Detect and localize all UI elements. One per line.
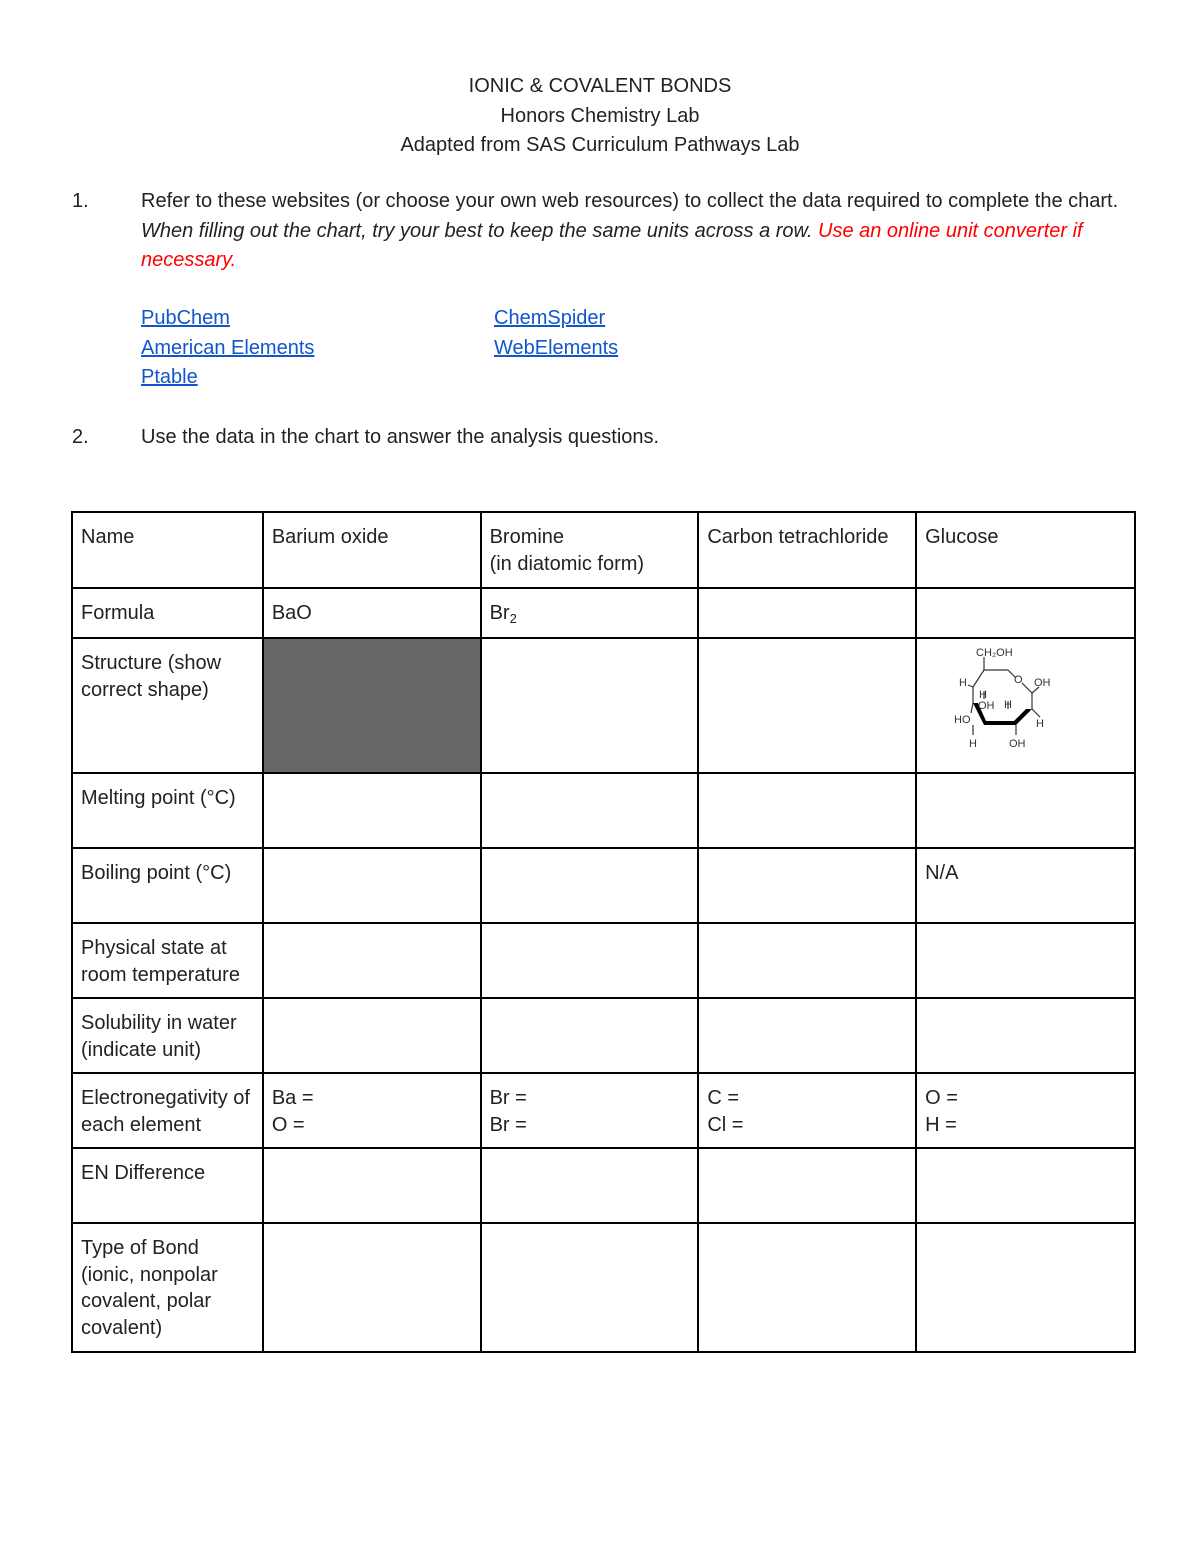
en-o: O = bbox=[271, 1113, 305, 1136]
compound-carbon-tetrachloride: Carbon tetrachloride bbox=[698, 512, 916, 588]
table-row-physical-state bbox=[72, 923, 1135, 998]
instruction-1-red: Use an online unit converter if necessary. bbox=[141, 219, 1083, 271]
table-row-name bbox=[72, 512, 1135, 588]
instruction-2-text: Use the data in the chart to answer the analysis questions. bbox=[141, 426, 660, 448]
en-diff-carbon-tetrachloride[interactable] bbox=[698, 1148, 916, 1223]
bond-type-carbon-tetrachloride[interactable] bbox=[698, 1223, 916, 1352]
row-label-structure: Structure (show correct shape) bbox=[72, 638, 263, 773]
melting-bromine[interactable] bbox=[481, 773, 699, 848]
en-ba: Ba = bbox=[271, 1087, 314, 1109]
link-chemspider[interactable]: ChemSpider bbox=[494, 307, 606, 329]
compound-bromine-note: (in diatomic form) bbox=[489, 552, 645, 575]
glucose-label-oh-bottom: OH bbox=[1009, 738, 1026, 750]
data-chart-table bbox=[71, 511, 1136, 1353]
table-row-melting-point bbox=[72, 773, 1135, 848]
boiling-barium-oxide[interactable] bbox=[263, 848, 481, 923]
boiling-glucose: N/A bbox=[916, 848, 1135, 923]
link-webelements[interactable]: WebElements bbox=[494, 336, 619, 359]
formula-bromine-base: Br bbox=[489, 602, 510, 624]
state-glucose[interactable] bbox=[916, 923, 1135, 998]
instruction-1-text bbox=[141, 187, 1131, 276]
compound-bromine bbox=[481, 512, 699, 588]
en-c: C = bbox=[707, 1087, 740, 1109]
en-cl: Cl = bbox=[707, 1113, 744, 1136]
glucose-label-h-inner: H bbox=[1004, 699, 1013, 711]
solubility-carbon-tetrachloride[interactable] bbox=[698, 998, 916, 1073]
links-column-left bbox=[141, 304, 314, 393]
melting-barium-oxide[interactable] bbox=[263, 773, 481, 848]
row-label-formula: Formula bbox=[72, 588, 263, 638]
formula-glucose[interactable] bbox=[916, 588, 1135, 638]
glucose-label-oh-right: OH bbox=[1034, 677, 1051, 689]
formula-carbon-tetrachloride[interactable] bbox=[698, 588, 916, 638]
structure-carbon-tetrachloride[interactable] bbox=[698, 638, 916, 773]
table-row-solubility bbox=[72, 998, 1135, 1073]
glucose-label-ring-o: O bbox=[1014, 674, 1023, 686]
bond-type-glucose[interactable] bbox=[916, 1223, 1135, 1352]
compound-bromine-name: Bromine bbox=[489, 526, 565, 548]
solubility-bromine[interactable] bbox=[481, 998, 699, 1073]
link-american-elements[interactable]: American Elements bbox=[141, 336, 315, 359]
glucose-label-ho: HO bbox=[954, 714, 971, 726]
document-subtitle: Honors Chemistry Lab bbox=[500, 104, 700, 127]
en-glucose-o: O = bbox=[925, 1087, 958, 1109]
table-row-bond-type bbox=[72, 1223, 1135, 1352]
row-label-name: Name bbox=[72, 512, 263, 588]
en-diff-bromine[interactable] bbox=[481, 1148, 699, 1223]
compound-barium-oxide: Barium oxide bbox=[263, 512, 481, 588]
structure-glucose bbox=[916, 638, 1135, 773]
glucose-label-h-bottom: H bbox=[969, 738, 978, 750]
row-label-electronegativity: Electronegativity of each element bbox=[72, 1073, 263, 1148]
state-bromine[interactable] bbox=[481, 923, 699, 998]
row-label-en-difference: EN Difference bbox=[72, 1148, 263, 1223]
glucose-label-ch2oh: CH₂OH bbox=[976, 647, 1013, 659]
row-label-boiling-point: Boiling point (°C) bbox=[72, 848, 263, 923]
bond-type-barium-oxide[interactable] bbox=[263, 1223, 481, 1352]
en-diff-barium-oxide[interactable] bbox=[263, 1148, 481, 1223]
glucose-structure-image bbox=[936, 645, 1056, 755]
instruction-2-number: 2. bbox=[72, 426, 89, 448]
glucose-label-h-left: H bbox=[959, 677, 968, 689]
table-row-structure bbox=[72, 638, 1135, 773]
en-br-1: Br = bbox=[489, 1087, 527, 1109]
formula-bromine bbox=[481, 588, 699, 638]
document-title: IONIC & COVALENT BONDS bbox=[468, 75, 732, 97]
melting-glucose[interactable] bbox=[916, 773, 1135, 848]
row-label-physical-state: Physical state at room temperature bbox=[72, 923, 263, 998]
electronegativity-glucose[interactable] bbox=[916, 1073, 1135, 1148]
electronegativity-bromine[interactable] bbox=[481, 1073, 699, 1148]
table-row-formula bbox=[72, 588, 1135, 638]
glucose-label-h-upper: H bbox=[979, 689, 988, 701]
table-row-boiling-point bbox=[72, 848, 1135, 923]
solubility-glucose[interactable] bbox=[916, 998, 1135, 1073]
table-row-en-difference bbox=[72, 1148, 1135, 1223]
instruction-1-number: 1. bbox=[72, 190, 89, 212]
electronegativity-carbon-tetrachloride[interactable] bbox=[698, 1073, 916, 1148]
formula-barium-oxide: BaO bbox=[263, 588, 481, 638]
instruction-1-italic: When filling out the chart, try your best to keep the same units across a row. bbox=[141, 219, 813, 242]
boiling-carbon-tetrachloride[interactable] bbox=[698, 848, 916, 923]
en-glucose-h: H = bbox=[925, 1113, 957, 1136]
boiling-bromine[interactable] bbox=[481, 848, 699, 923]
row-label-melting-point: Melting point (°C) bbox=[72, 773, 263, 848]
compound-glucose: Glucose bbox=[916, 512, 1135, 588]
formula-bromine-subscript: 2 bbox=[509, 611, 517, 626]
en-br-2: Br = bbox=[489, 1113, 527, 1136]
instruction-1-plain: Refer to these websites (or choose your own web resources) to collect the data required to complete the chart. bbox=[141, 190, 1119, 212]
glucose-label-oh-inner: OH bbox=[978, 700, 995, 712]
solubility-barium-oxide[interactable] bbox=[263, 998, 481, 1073]
resource-links bbox=[141, 304, 841, 396]
state-barium-oxide[interactable] bbox=[263, 923, 481, 998]
bond-type-bromine[interactable] bbox=[481, 1223, 699, 1352]
link-pubchem[interactable]: PubChem bbox=[141, 307, 230, 329]
structure-barium-oxide-shaded bbox=[263, 638, 481, 773]
table-row-electronegativity bbox=[72, 1073, 1135, 1148]
melting-carbon-tetrachloride[interactable] bbox=[698, 773, 916, 848]
row-label-bond-type: Type of Bond (ionic, nonpolar covalent, polar covalent) bbox=[72, 1223, 263, 1352]
link-ptable[interactable]: Ptable bbox=[141, 366, 198, 388]
row-label-solubility: Solubility in water (indicate unit) bbox=[72, 998, 263, 1073]
links-column-right bbox=[494, 304, 618, 363]
state-carbon-tetrachloride[interactable] bbox=[698, 923, 916, 998]
document-source: Adapted from SAS Curriculum Pathways Lab bbox=[400, 134, 800, 156]
electronegativity-barium-oxide[interactable] bbox=[263, 1073, 481, 1148]
structure-bromine[interactable] bbox=[481, 638, 699, 773]
en-diff-glucose[interactable] bbox=[916, 1148, 1135, 1223]
document-header bbox=[0, 72, 1200, 161]
glucose-label-h-right: H bbox=[1036, 718, 1045, 730]
